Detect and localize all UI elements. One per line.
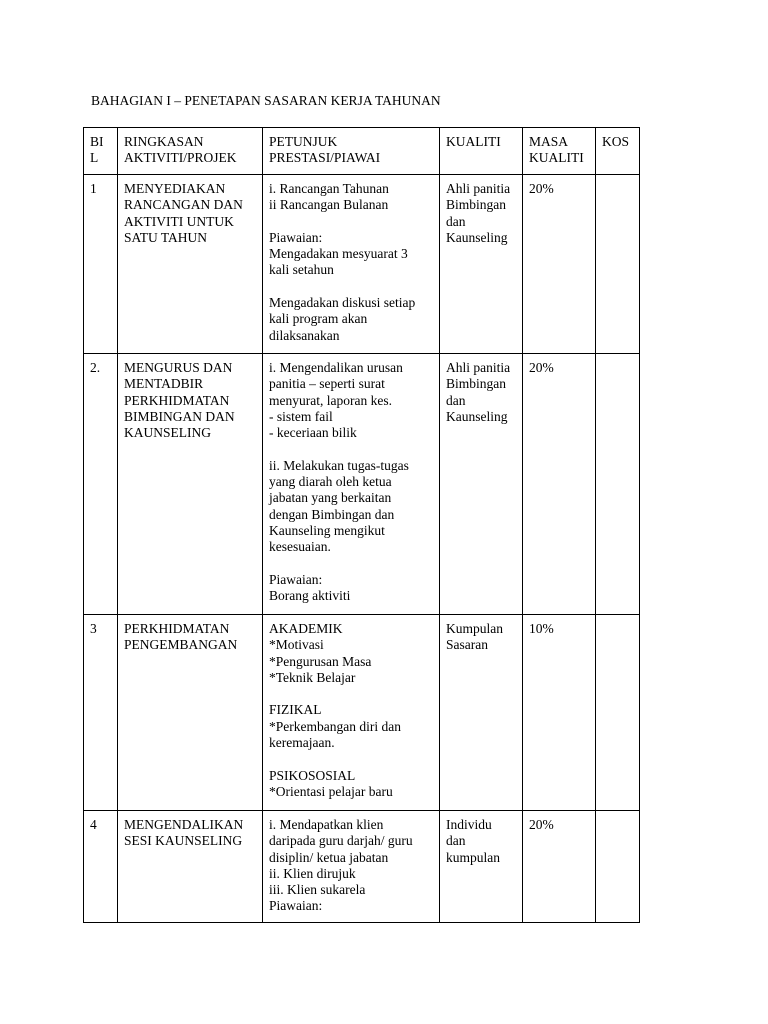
quality-line: Bimbingan: [446, 197, 506, 213]
header-kos: [596, 128, 640, 175]
header-masa-line: MASA: [529, 134, 569, 149]
row-number: 4: [90, 817, 97, 832]
header-kualiti-text: KUALITI: [446, 134, 501, 149]
cell-ringkasan: [118, 615, 263, 811]
indicator-line: *Orientasi pelajar baru: [269, 783, 393, 799]
cost-value: [602, 621, 633, 637]
quality-line: Kumpulan: [446, 621, 503, 636]
cost-value: [602, 181, 633, 197]
indicator-line: yang diarah oleh ketua: [269, 474, 392, 490]
cell-petunjuk: [263, 811, 440, 923]
paragraph-gap: [269, 686, 433, 702]
time-quality-value: 10%: [529, 621, 554, 636]
quality-line: dan: [446, 833, 466, 849]
cell-bil: [84, 811, 118, 923]
table-header-row: [84, 128, 640, 175]
quality-line: Ahli panitia: [446, 181, 511, 196]
paragraph-gap: [269, 751, 433, 767]
cell-masa: [523, 175, 596, 354]
cell-ringkasan: [118, 811, 263, 923]
section-title: BAHAGIAN I – PENETAPAN SASARAN KERJA TAHUNAN: [91, 93, 441, 108]
activity-line: MENGURUS DAN: [124, 360, 233, 375]
indicator-line: *Pengurusan Masa: [269, 653, 372, 669]
indicator-line: daripada guru darjah/ guru: [269, 833, 413, 849]
indicator-line: iii. Klien sukarela: [269, 882, 366, 898]
cost-value: [602, 817, 633, 833]
indicator-line: menyurat, laporan kes.: [269, 392, 392, 408]
indicator-line: *Perkembangan diri dan: [269, 718, 401, 734]
quality-line: Individu: [446, 817, 492, 832]
header-petunjuk-line: PETUNJUK: [269, 134, 338, 149]
paragraph-gap: [269, 279, 433, 295]
cell-masa: [523, 615, 596, 811]
indicator-line: dengan Bimbingan dan: [269, 506, 395, 522]
indicator-line: Piawaian:: [269, 229, 323, 245]
header-bil: [84, 128, 118, 175]
quality-line: Sasaran: [446, 637, 488, 653]
table-row: [84, 354, 640, 615]
activity-line: AKTIVITI UNTUK: [124, 213, 234, 229]
cell-bil: [84, 175, 118, 354]
indicator-line: Kaunseling mengikut: [269, 522, 385, 538]
indicator-line: - sistem fail: [269, 408, 333, 424]
cell-petunjuk: [263, 175, 440, 354]
indicator-line: Mengadakan mesyuarat 3: [269, 246, 408, 262]
cell-kualiti: [440, 354, 523, 615]
quality-line: Kaunseling: [446, 408, 508, 424]
quality-line: Kaunseling: [446, 229, 508, 245]
activity-line: BIMBINGAN DAN: [124, 408, 235, 424]
paragraph-gap: [269, 214, 433, 230]
quality-line: dan: [446, 213, 466, 229]
indicator-line: Piawaian:: [269, 571, 323, 587]
activity-line: SESI KAUNSELING: [124, 833, 243, 849]
activity-line: PERKHIDMATAN: [124, 392, 230, 408]
indicator-line: *Motivasi: [269, 637, 324, 653]
activity-line: MENGENDALIKAN: [124, 817, 244, 832]
table-row: [84, 811, 640, 923]
indicator-line: *Teknik Belajar: [269, 669, 356, 685]
indicator-line: Mengadakan diskusi setiap: [269, 295, 416, 311]
header-masa: [523, 128, 596, 175]
paragraph-gap: [269, 441, 433, 457]
cell-kos: [596, 175, 640, 354]
header-ringkasan: [118, 128, 263, 175]
indicator-line: i. Rancangan Tahunan: [269, 181, 389, 196]
cell-bil: [84, 354, 118, 615]
indicator-line: i. Mendapatkan klien: [269, 817, 384, 832]
indicator-line: kesesuaian.: [269, 539, 331, 555]
activity-line: MENYEDIAKAN: [124, 181, 226, 196]
header-petunjuk-line: PRESTASI/PIAWAI: [269, 150, 381, 166]
indicator-line: keremajaan.: [269, 735, 335, 751]
header-bil-text: BIL: [90, 134, 104, 166]
indicator-line: Piawaian:: [269, 898, 323, 914]
cell-kos: [596, 354, 640, 615]
activity-line: PERKHIDMATAN: [124, 621, 230, 636]
quality-line: kumpulan: [446, 849, 500, 865]
paragraph-gap: [269, 556, 433, 572]
indicator-line: ii Rancangan Bulanan: [269, 197, 389, 213]
cell-petunjuk: [263, 354, 440, 615]
header-masa-line: KUALITI: [529, 150, 584, 166]
cell-petunjuk: [263, 615, 440, 811]
table-row: [84, 615, 640, 811]
activity-line: RANCANGAN DAN: [124, 197, 243, 213]
time-quality-value: 20%: [529, 181, 554, 196]
cell-kualiti: [440, 175, 523, 354]
activity-line: SATU TAHUN: [124, 229, 208, 245]
row-number: 3: [90, 621, 97, 636]
cell-kos: [596, 615, 640, 811]
indicator-line: i. Mengendalikan urusan: [269, 360, 403, 375]
indicator-line: ii. Melakukan tugas-tugas: [269, 457, 409, 473]
activity-line: PENGEMBANGAN: [124, 637, 238, 653]
time-quality-value: 20%: [529, 360, 554, 375]
cell-ringkasan: [118, 354, 263, 615]
row-number: 1: [90, 181, 97, 196]
indicator-line: PSIKOSOSIAL: [269, 767, 356, 783]
table-body: [84, 175, 640, 923]
header-ringkasan-line: AKTIVITI/PROJEK: [124, 150, 237, 166]
indicator-line: kali program akan: [269, 311, 368, 327]
header-kualiti: [440, 128, 523, 175]
indicator-line: - keceriaan bilik: [269, 425, 357, 441]
indicator-line: panitia – seperti surat: [269, 376, 385, 392]
cell-kos: [596, 811, 640, 923]
targets-table: [83, 127, 640, 923]
indicator-line: disiplin/ ketua jabatan: [269, 849, 389, 865]
cell-ringkasan: [118, 175, 263, 354]
quality-line: dan: [446, 392, 466, 408]
header-kos-text: KOS: [602, 134, 630, 149]
cell-masa: [523, 354, 596, 615]
activity-line: MENTADBIR: [124, 376, 204, 392]
cell-bil: [84, 615, 118, 811]
cell-masa: [523, 811, 596, 923]
time-quality-value: 20%: [529, 817, 554, 832]
indicator-line: FIZIKAL: [269, 702, 322, 718]
indicator-line: dilaksanakan: [269, 327, 340, 343]
quality-line: Ahli panitia: [446, 360, 511, 375]
header-ringkasan-line: RINGKASAN: [124, 134, 204, 149]
indicator-line: kali setahun: [269, 262, 334, 278]
cost-value: [602, 360, 633, 376]
cell-kualiti: [440, 615, 523, 811]
activity-line: KAUNSELING: [124, 425, 211, 441]
table-row: [84, 175, 640, 354]
indicator-line: ii. Klien dirujuk: [269, 865, 356, 881]
indicator-line: AKADEMIK: [269, 621, 343, 636]
cell-kualiti: [440, 811, 523, 923]
indicator-line: Borang aktiviti: [269, 588, 351, 604]
quality-line: Bimbingan: [446, 376, 506, 392]
header-petunjuk: [263, 128, 440, 175]
indicator-line: jabatan yang berkaitan: [269, 490, 392, 506]
row-number: 2.: [90, 360, 101, 375]
